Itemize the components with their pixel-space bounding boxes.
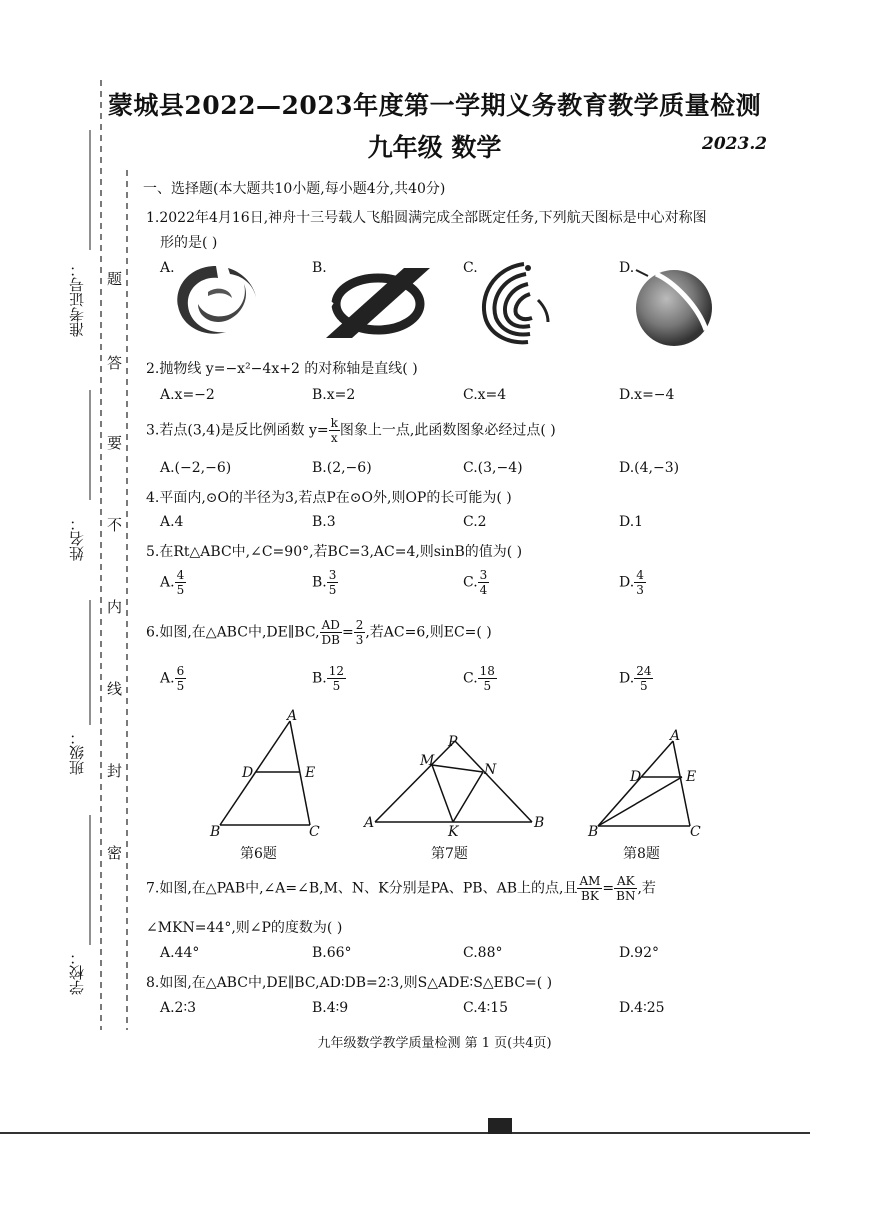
q4-option-a: A.4 — [160, 514, 184, 530]
fig7-label-m: M — [420, 753, 435, 769]
seal-char: 密 — [107, 844, 123, 862]
fig6-label-c: C — [309, 824, 320, 840]
question-3 — [146, 416, 556, 445]
q6-c-label: C. — [463, 670, 478, 687]
q6-b-label: B. — [312, 670, 327, 687]
q7-frac1-den: BK — [581, 889, 599, 903]
school-label: 学校： — [68, 950, 86, 995]
seal-char: 不 — [107, 516, 123, 534]
fig6-label-a: A — [287, 708, 298, 724]
fig6-label-e: E — [305, 765, 316, 781]
question-6 — [146, 618, 492, 647]
question-5: 5.在Rt△ABC中,∠C=90°,若BC=3,AC=4,则sinB的值为( ) — [146, 544, 523, 560]
q1-option-d-label: D. — [619, 260, 635, 276]
q8-option-c: C.4∶15 — [463, 1000, 509, 1016]
q6-d-den: 5 — [640, 679, 648, 693]
q7-prefix: 7.如图,在△PAB中,∠A=∠B,M、N、K分别是PA、PB、AB上的点,且 — [146, 880, 578, 897]
q5-c-num: 3 — [479, 568, 488, 582]
fig8-label-c: C — [690, 824, 701, 840]
q5-d-num: 4 — [636, 568, 644, 582]
q2-option-a: A.x=−2 — [160, 387, 215, 403]
q7-frac2-num: AK — [614, 874, 637, 889]
figure-7-diagram — [375, 741, 532, 822]
q8-option-d: D.4∶25 — [619, 1000, 665, 1016]
q5-c-den: 4 — [479, 583, 488, 597]
q4-option-c: C.2 — [463, 514, 487, 530]
q5-a-fraction — [175, 568, 187, 597]
fig7-label-p: P — [448, 734, 458, 750]
ring-slash-emblem-icon — [318, 262, 438, 344]
fig6-label-d: D — [242, 765, 254, 781]
swirl-emblem-icon — [168, 258, 264, 344]
class-label: 班级： — [68, 730, 86, 775]
q7-option-a: A.44° — [160, 945, 200, 961]
seal-char: 要 — [107, 434, 123, 452]
orbit-arcs-emblem-icon — [474, 260, 574, 346]
q6-frac2-den: 3 — [355, 633, 364, 647]
page-footer: 九年级数学教学质量检测 第 1 页(共4页) — [317, 1036, 552, 1051]
q5-option-d — [619, 568, 646, 597]
q7-fraction-1 — [577, 874, 602, 903]
seal-char: 线 — [107, 680, 123, 698]
q5-option-a — [160, 568, 186, 597]
q1-option-b-label: B. — [312, 260, 327, 276]
question-7 — [146, 874, 656, 903]
q5-d-den: 3 — [636, 583, 644, 597]
q8-option-b: B.4∶9 — [312, 1000, 349, 1016]
seal-char: 内 — [107, 598, 123, 616]
exam-id-label: 准考证号： — [68, 262, 86, 337]
q5-b-num: 3 — [328, 568, 337, 582]
q1-option-a-label: A. — [160, 260, 175, 276]
q2-option-d: D.x=−4 — [619, 387, 675, 403]
question-7-line2: ∠MKN=44°,则∠P的度数为( ) — [146, 920, 343, 936]
name-label: 姓名： — [68, 516, 86, 561]
q7-equals: = — [602, 880, 615, 897]
q3-frac-den: x — [330, 431, 338, 445]
q8-option-a: A.2∶3 — [160, 1000, 197, 1016]
q3-prefix: 3.若点(3,4)是反比例函数 y= — [146, 422, 329, 439]
q5-c-label: C. — [463, 574, 478, 591]
q3-option-b: B.(2,−6) — [312, 460, 372, 476]
q4-option-d: D.1 — [619, 514, 644, 530]
q6-c-fraction — [478, 664, 497, 693]
q6-fraction-1 — [320, 618, 342, 647]
fig8-caption: 第8题 — [623, 846, 660, 862]
q2-option-b: B.x=2 — [312, 387, 356, 403]
q7-suffix: ,若 — [637, 880, 656, 897]
sphere-emblem-icon — [628, 262, 720, 348]
q7-option-b: B.66° — [312, 945, 352, 961]
q6-c-den: 5 — [483, 679, 492, 693]
q5-c-fraction — [478, 568, 490, 597]
q6-b-num: 12 — [328, 664, 345, 678]
q2-option-c: C.x=4 — [463, 387, 507, 403]
q6-a-den: 5 — [176, 679, 185, 693]
q4-option-b: B.3 — [312, 514, 336, 530]
q6-c-num: 18 — [479, 664, 495, 678]
fig7-label-k: K — [448, 824, 459, 840]
q5-option-c — [463, 568, 489, 597]
fig8-label-a: A — [670, 728, 681, 744]
fig7-label-b: B — [534, 815, 545, 831]
q3-option-d: D.(4,−3) — [619, 460, 680, 476]
question-8: 8.如图,在△ABC中,DE∥BC,AD∶DB=2∶3,则S△ADE∶S△EBC=( ) — [146, 975, 553, 991]
question-1-line2: 形的是( ) — [160, 235, 218, 251]
q6-d-label: D. — [619, 670, 635, 687]
q6-b-fraction — [327, 664, 346, 693]
q3-option-a: A.(−2,−6) — [160, 460, 232, 476]
section-heading: 一、选择题(本大题共10小题,每小题4分,共40分) — [143, 181, 446, 197]
exam-date: 2023.2 — [702, 134, 768, 154]
page-subtitle: 九年级 数学 — [367, 133, 502, 162]
fig8-label-d: D — [630, 769, 642, 785]
question-1-line1: 1.2022年4月16日,神舟十三号载人飞船圆满完成全部既定任务,下列航天图标是中心对称图 — [146, 210, 707, 226]
q5-d-fraction — [634, 568, 646, 597]
q7-frac1-num: AM — [579, 874, 601, 888]
fig8-label-e: E — [686, 769, 697, 785]
q5-d-label: D. — [619, 574, 635, 591]
q5-a-num: 4 — [176, 568, 185, 582]
q1-option-c-label: C. — [463, 260, 478, 276]
q6-option-c — [463, 664, 497, 693]
q6-frac1-den: DB — [321, 633, 340, 647]
fig7-label-a: A — [364, 815, 375, 831]
q6-frac2-num: 2 — [355, 618, 364, 632]
q3-frac-num: k — [330, 416, 338, 430]
q5-b-label: B. — [312, 574, 327, 591]
q6-a-num: 6 — [176, 664, 185, 678]
q7-option-d: D.92° — [619, 945, 659, 961]
q6-d-fraction — [634, 664, 653, 693]
fig6-label-b: B — [210, 824, 221, 840]
q6-frac1-num: AD — [320, 618, 342, 633]
question-4: 4.平面内,⊙O的半径为3,若点P在⊙O外,则OP的长可能为( ) — [146, 490, 512, 506]
figure-8-diagram — [598, 741, 690, 826]
fig8-label-b: B — [588, 824, 599, 840]
question-2: 2.抛物线 y=−x²−4x+2 的对称轴是直线( ) — [146, 361, 418, 377]
q3-suffix: 图象上一点,此函数图象必经过点( ) — [339, 422, 556, 439]
q5-option-b — [312, 568, 338, 597]
q3-option-c: C.(3,−4) — [463, 460, 523, 476]
q6-suffix: ,若AC=6,则EC=( ) — [365, 624, 492, 641]
q6-a-fraction — [175, 664, 187, 693]
q5-a-label: A. — [160, 574, 175, 591]
q7-option-c: C.88° — [463, 945, 503, 961]
fig7-caption: 第7题 — [431, 846, 468, 862]
q6-prefix: 6.如图,在△ABC中,DE∥BC, — [146, 624, 320, 641]
q7-fraction-2 — [614, 874, 637, 903]
geometry-figures — [200, 705, 760, 840]
q7-frac2-den: BN — [616, 889, 636, 903]
q6-option-d — [619, 664, 653, 693]
q6-b-den: 5 — [332, 679, 341, 693]
q6-option-a — [160, 664, 186, 693]
q6-d-num: 24 — [636, 664, 652, 678]
q5-a-den: 5 — [176, 583, 185, 597]
fig6-caption: 第6题 — [240, 846, 277, 862]
q5-b-fraction — [327, 568, 339, 597]
seal-char: 封 — [107, 762, 123, 780]
q6-fraction-2 — [354, 618, 366, 647]
q6-option-b — [312, 664, 346, 693]
figure-6-diagram — [220, 721, 310, 825]
q6-a-label: A. — [160, 670, 175, 687]
fig7-label-n: N — [484, 762, 497, 778]
seal-char: 答 — [107, 354, 123, 372]
q3-fraction — [329, 416, 340, 445]
q6-equals: = — [341, 624, 354, 641]
seal-char: 题 — [107, 270, 123, 288]
q5-b-den: 5 — [328, 583, 337, 597]
page-title: 蒙城县2022—2023年度第一学期义务教育教学质量检测 — [107, 91, 762, 120]
